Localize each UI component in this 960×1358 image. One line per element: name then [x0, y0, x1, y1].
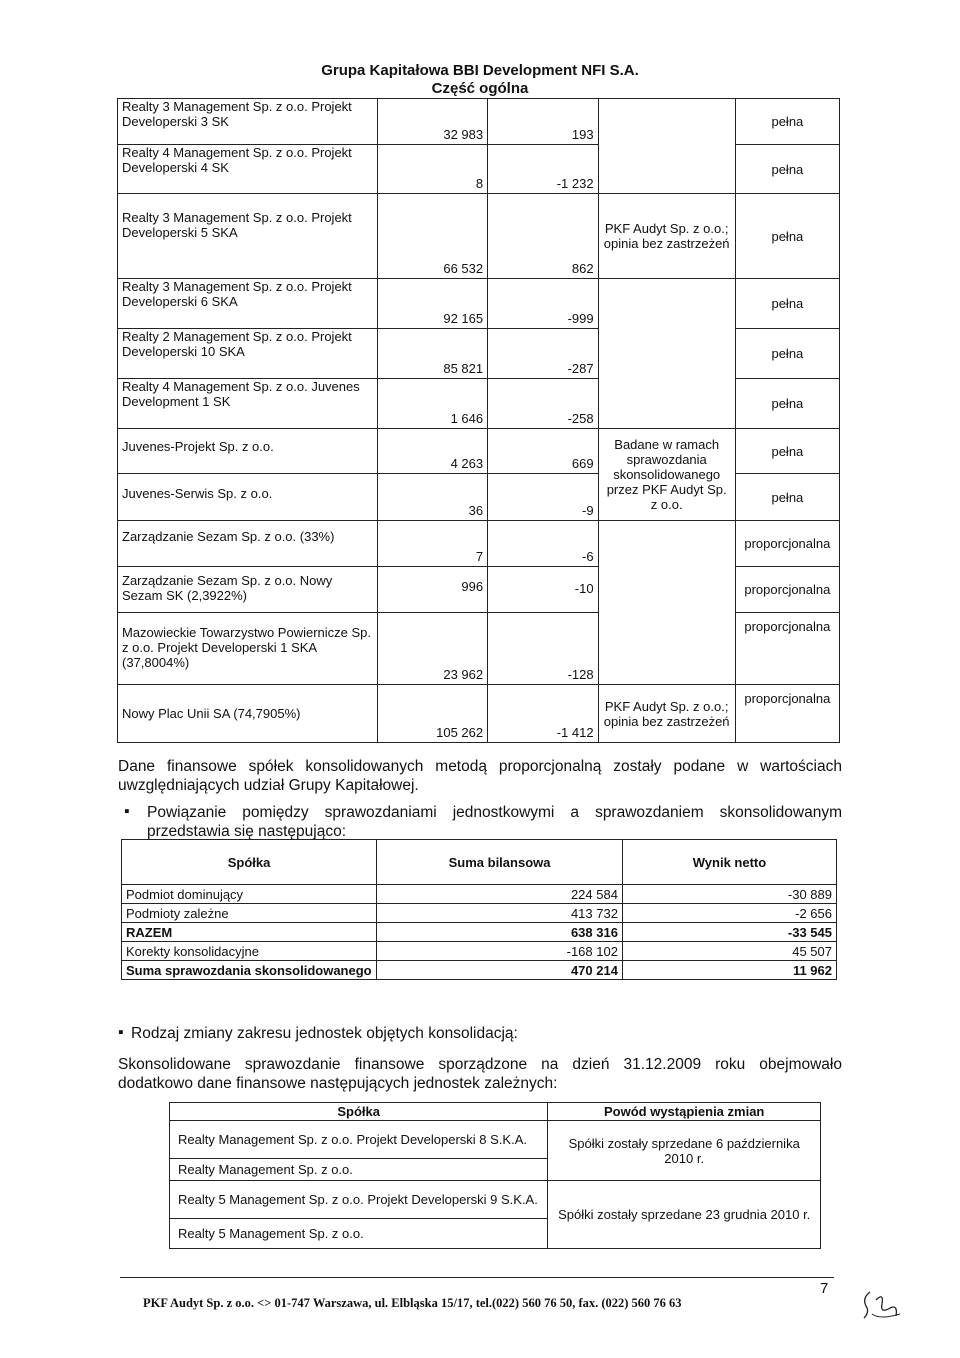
auditor-cell: PKF Audyt Sp. z o.o.; opinia bez zastrzeżeń	[598, 194, 735, 279]
value-cell: -1 232	[488, 145, 598, 194]
table-row	[122, 961, 837, 980]
header-company: Spółka	[122, 840, 377, 885]
scope-change-heading: Rodzaj zmiany zakresu jednostek objętych konsolidacją:	[131, 1025, 518, 1042]
net-result-value: -30 889	[622, 885, 836, 904]
company-cell: Realty Management Sp. z o.o. Projekt Developerski 8 S.K.A.	[170, 1121, 548, 1159]
method-cell: pełna	[735, 279, 839, 329]
method-cell: pełna	[735, 429, 839, 474]
value-cell: 105 262	[377, 685, 487, 743]
value-cell: 23 962	[377, 613, 487, 685]
total-assets-value: -168 102	[377, 942, 623, 961]
company-cell: Realty Management Sp. z o.o.	[170, 1159, 548, 1181]
value-cell: 669	[488, 429, 598, 474]
value-cell: -128	[488, 613, 598, 685]
method-cell: pełna	[735, 329, 839, 379]
signature-initials	[860, 1284, 906, 1324]
footer-divider	[120, 1277, 834, 1278]
value-cell: 4 263	[377, 429, 487, 474]
table-row	[122, 942, 837, 961]
method-cell: proporcjonalna	[735, 521, 839, 567]
company-cell: Realty 3 Management Sp. z o.o. Projekt Developerski 6 SKA	[118, 279, 378, 329]
auditor-cell: PKF Audyt Sp. z o.o.; opinia bez zastrzeżeń	[598, 685, 735, 743]
bullet-icon: ▪	[118, 1024, 124, 1041]
value-cell: 996	[377, 567, 487, 613]
document-title: Grupa Kapitałowa BBI Development NFI S.A.	[321, 62, 639, 79]
value-cell: 85 821	[377, 329, 487, 379]
company-cell: Realty 4 Management Sp. z o.o. Juvenes Development 1 SK	[118, 379, 378, 429]
company-cell: Juvenes-Projekt Sp. z o.o.	[118, 429, 378, 474]
proportional-note: Dane finansowe spółek konsolidowanych metodą proporcjonalną zostały podane w wartościach uwzględniających udział Grupy Kapitałowej.	[118, 758, 842, 794]
company-cell: Realty 4 Management Sp. z o.o. Projekt Developerski 4 SK	[118, 145, 378, 194]
disposed-subsidiaries-table	[169, 1102, 821, 1249]
method-cell: pełna	[735, 194, 839, 279]
reconciliation-table	[121, 839, 837, 980]
company-cell: Zarządzanie Sezam Sp. z o.o. (33%)	[118, 521, 378, 567]
subsidiaries-table	[117, 98, 840, 743]
net-result-value: 45 507	[622, 942, 836, 961]
value-cell: -10	[488, 567, 598, 613]
table-row	[122, 904, 837, 923]
net-result-value: -2 656	[622, 904, 836, 923]
value-cell: 193	[488, 99, 598, 145]
company-cell: Realty 3 Management Sp. z o.o. Projekt Developerski 5 SKA	[118, 194, 378, 279]
bullet-icon: ▪	[124, 803, 130, 820]
company-cell: Mazowieckie Towarzystwo Powiernicze Sp. z o.o. Projekt Developerski 1 SKA (37,8004%)	[118, 613, 378, 685]
auditor-cell	[598, 279, 735, 429]
total-assets-value: 224 584	[377, 885, 623, 904]
row-label: Podmiot dominujący	[122, 885, 377, 904]
scope-change-description: Skonsolidowane sprawozdanie finansowe sporządzone na dzień 31.12.2009 roku obejmowało dodatkowo dane finansowe następujących jednostek zależnych:	[118, 1056, 842, 1092]
method-cell: pełna	[735, 99, 839, 145]
value-cell: 32 983	[377, 99, 487, 145]
value-cell: -999	[488, 279, 598, 329]
page-number: 7	[820, 1280, 829, 1297]
row-label: Podmioty zależne	[122, 904, 377, 923]
company-cell: Realty 2 Management Sp. z o.o. Projekt Developerski 10 SKA	[118, 329, 378, 379]
net-result-value: -33 545	[622, 923, 836, 942]
method-cell: proporcjonalna	[735, 567, 839, 613]
value-cell: -9	[488, 474, 598, 521]
value-cell: 92 165	[377, 279, 487, 329]
company-cell: Juvenes-Serwis Sp. z o.o.	[118, 474, 378, 521]
row-label: Korekty konsolidacyjne	[122, 942, 377, 961]
document-subtitle: Część ogólna	[431, 80, 529, 97]
header-company: Spółka	[170, 1103, 548, 1121]
header-reason: Powód wystąpienia zmian	[548, 1103, 821, 1121]
auditor-cell	[598, 521, 735, 685]
auditor-cell: Badane w ramach sprawozdania skonsolidowanego przez PKF Audyt Sp. z o.o.	[598, 429, 735, 521]
method-cell: proporcjonalna	[735, 613, 839, 685]
method-cell: pełna	[735, 474, 839, 521]
value-cell: -1 412	[488, 685, 598, 743]
table-row	[122, 923, 837, 942]
value-cell: 66 532	[377, 194, 487, 279]
value-cell: -287	[488, 329, 598, 379]
value-cell: -258	[488, 379, 598, 429]
total-assets-value: 470 214	[377, 961, 623, 980]
net-result-value: 11 962	[622, 961, 836, 980]
company-cell: Realty 5 Management Sp. z o.o.	[170, 1219, 548, 1249]
value-cell: 7	[377, 521, 487, 567]
total-assets-value: 413 732	[377, 904, 623, 923]
method-cell: proporcjonalna	[735, 685, 839, 743]
value-cell: -6	[488, 521, 598, 567]
value-cell: 862	[488, 194, 598, 279]
method-cell: pełna	[735, 145, 839, 194]
company-cell: Realty 3 Management Sp. z o.o. Projekt Developerski 3 SK	[118, 99, 378, 145]
table-row	[122, 885, 837, 904]
reason-cell: Spółki zostały sprzedane 6 października 2010 r.	[548, 1121, 821, 1181]
total-assets-value: 638 316	[377, 923, 623, 942]
method-cell: pełna	[735, 379, 839, 429]
footer-address: PKF Audyt Sp. z o.o. <> 01-747 Warszawa, ul. Elbląska 15/17, tel.(022) 560 76 50, fax. (022) 560 76 63	[143, 1296, 682, 1310]
row-label: RAZEM	[122, 923, 377, 942]
company-cell: Nowy Plac Unii SA (74,7905%)	[118, 685, 378, 743]
value-cell: 8	[377, 145, 487, 194]
reason-cell: Spółki zostały sprzedane 23 grudnia 2010 r.	[548, 1181, 821, 1249]
header-net-result: Wynik netto	[622, 840, 836, 885]
company-cell: Zarządzanie Sezam Sp. z o.o. Nowy Sezam SK (2,3922%)	[118, 567, 378, 613]
header-total-assets: Suma bilansowa	[377, 840, 623, 885]
auditor-cell	[598, 99, 735, 194]
row-label: Suma sprawozdania skonsolidowanego	[122, 961, 377, 980]
value-cell: 1 646	[377, 379, 487, 429]
company-cell: Realty 5 Management Sp. z o.o. Projekt Developerski 9 S.K.A.	[170, 1181, 548, 1219]
reconciliation-intro: Powiązanie pomiędzy sprawozdaniami jednostkowymi a sprawozdaniem skonsolidowanym przedstawia się następująco:	[147, 804, 842, 840]
value-cell: 36	[377, 474, 487, 521]
